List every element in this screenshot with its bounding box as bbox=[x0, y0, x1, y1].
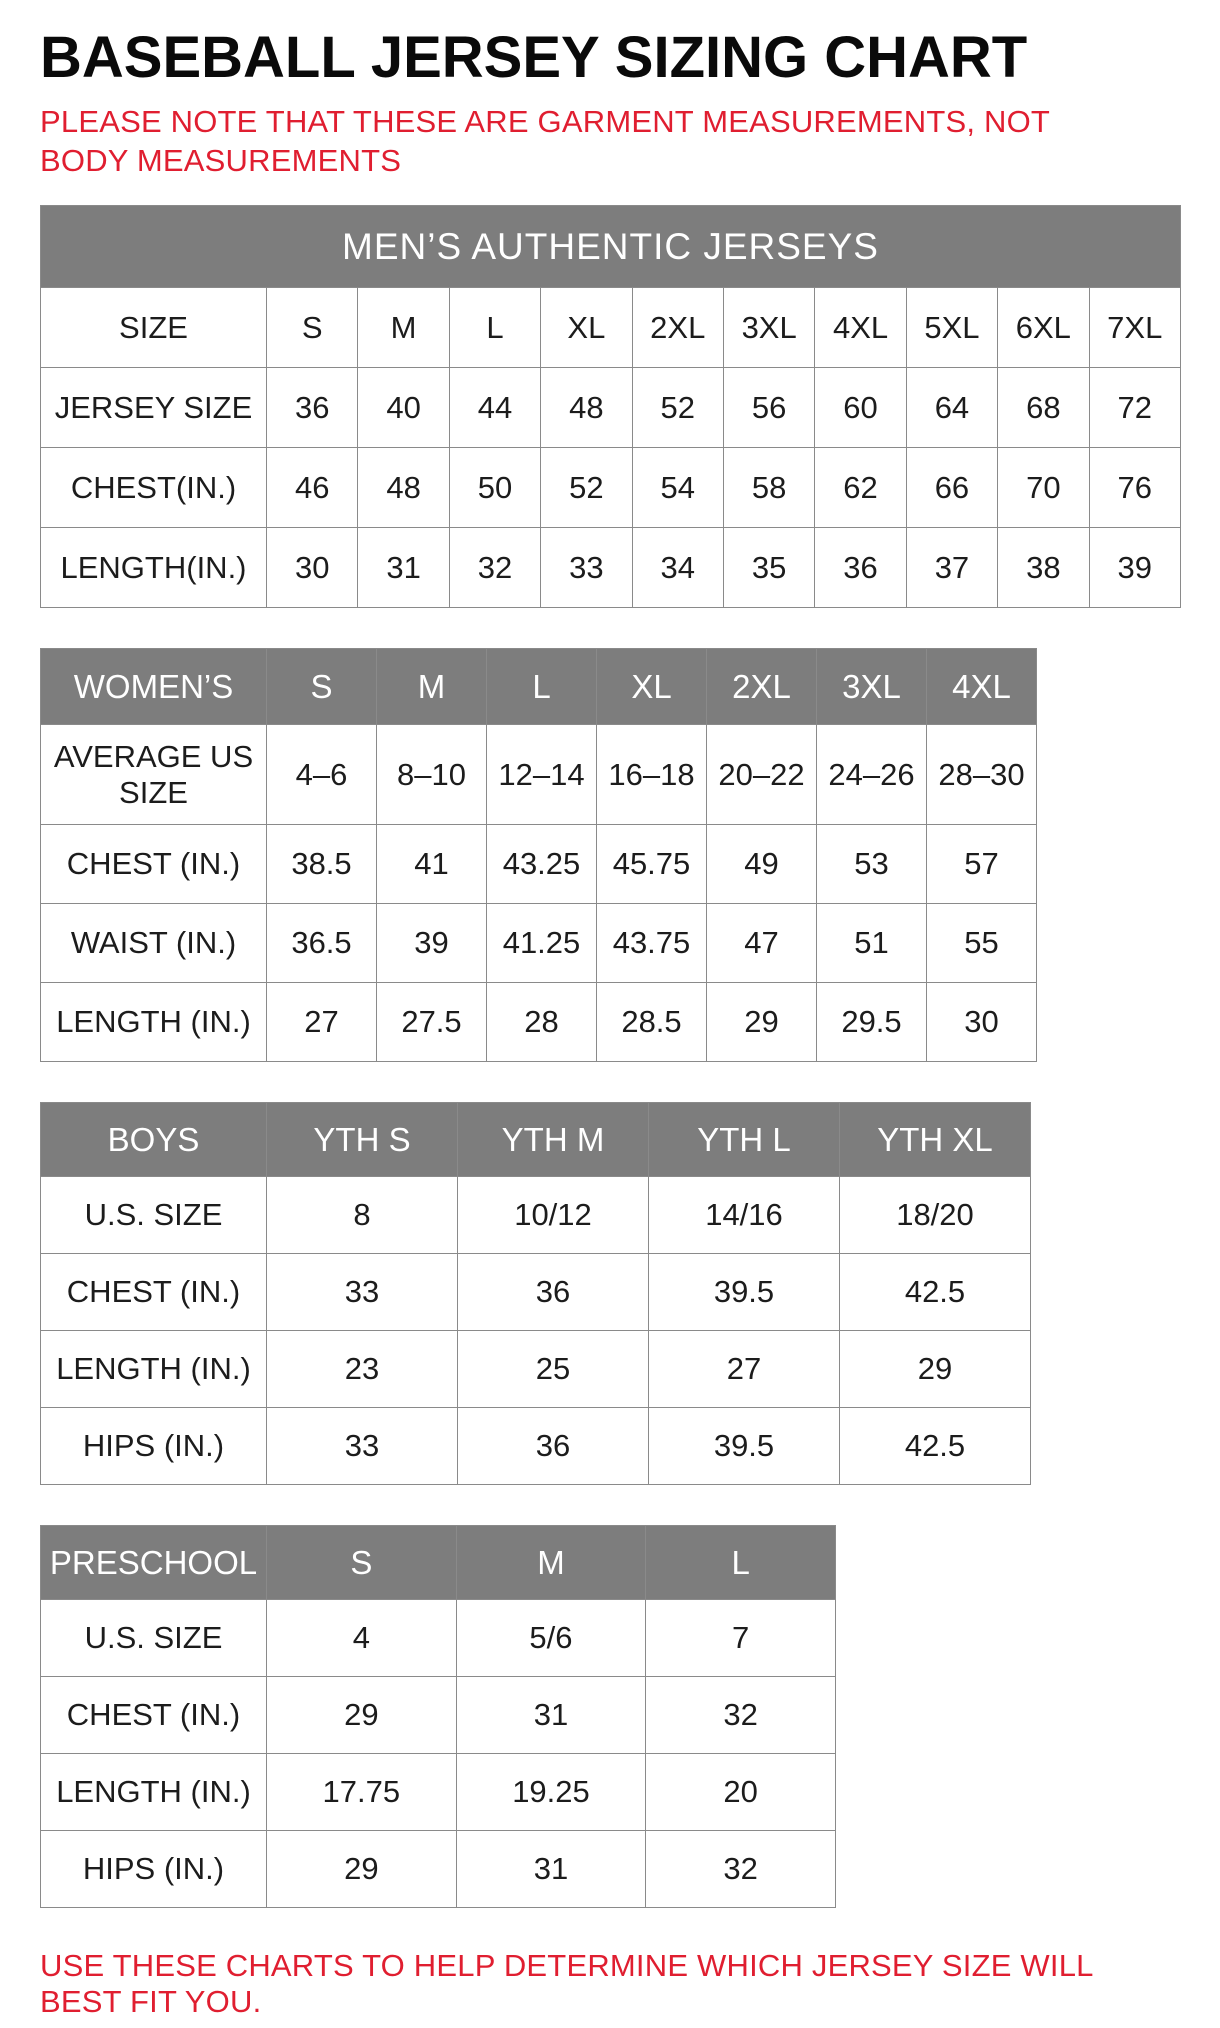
value-cell: 29.5 bbox=[817, 983, 927, 1062]
row-label: CHEST(IN.) bbox=[41, 448, 267, 528]
value-cell: 12–14 bbox=[487, 725, 597, 825]
size-column-header: S bbox=[267, 649, 377, 725]
value-cell: 20–22 bbox=[707, 725, 817, 825]
row-label: LENGTH (IN.) bbox=[41, 1331, 267, 1408]
table-row bbox=[41, 1677, 836, 1754]
row-label: U.S. SIZE bbox=[41, 1600, 267, 1677]
table-row bbox=[41, 1331, 1031, 1408]
womens-sizing-table bbox=[40, 648, 1037, 1062]
table-row bbox=[41, 825, 1037, 904]
value-cell: 32 bbox=[646, 1677, 836, 1754]
size-column-header: L bbox=[646, 1526, 836, 1600]
value-cell: 36 bbox=[458, 1254, 649, 1331]
value-cell: 54 bbox=[632, 448, 723, 528]
value-cell: 33 bbox=[267, 1254, 458, 1331]
size-column-header: YTH XL bbox=[840, 1103, 1031, 1177]
value-cell: 36 bbox=[815, 528, 906, 608]
row-label: LENGTH(IN.) bbox=[41, 528, 267, 608]
size-header-row bbox=[41, 1526, 836, 1600]
value-cell: 27 bbox=[267, 983, 377, 1062]
value-cell: 53 bbox=[817, 825, 927, 904]
size-column-header: YTH M bbox=[458, 1103, 649, 1177]
value-cell: 27 bbox=[649, 1331, 840, 1408]
value-cell: 30 bbox=[927, 983, 1037, 1062]
value-cell: 28 bbox=[487, 983, 597, 1062]
value-cell: 3XL bbox=[723, 288, 814, 368]
value-cell: 14/16 bbox=[649, 1177, 840, 1254]
value-cell: 52 bbox=[541, 448, 632, 528]
value-cell: 5XL bbox=[906, 288, 997, 368]
value-cell: 10/12 bbox=[458, 1177, 649, 1254]
size-column-header: M bbox=[456, 1526, 646, 1600]
row-label: SIZE bbox=[41, 288, 267, 368]
value-cell: 16–18 bbox=[597, 725, 707, 825]
value-cell: 29 bbox=[707, 983, 817, 1062]
value-cell: 33 bbox=[541, 528, 632, 608]
table-row bbox=[41, 1177, 1031, 1254]
row-label: CHEST (IN.) bbox=[41, 825, 267, 904]
value-cell: 40 bbox=[358, 368, 449, 448]
table-header-label: PRESCHOOL bbox=[41, 1526, 267, 1600]
value-cell: 43.25 bbox=[487, 825, 597, 904]
value-cell: 28.5 bbox=[597, 983, 707, 1062]
value-cell: 46 bbox=[267, 448, 358, 528]
value-cell: 32 bbox=[646, 1831, 836, 1908]
size-column-header: YTH S bbox=[267, 1103, 458, 1177]
value-cell: 30 bbox=[267, 528, 358, 608]
value-cell: 23 bbox=[267, 1331, 458, 1408]
value-cell: 4XL bbox=[815, 288, 906, 368]
value-cell: 4 bbox=[267, 1600, 457, 1677]
row-label: CHEST (IN.) bbox=[41, 1254, 267, 1331]
row-label: JERSEY SIZE bbox=[41, 368, 267, 448]
value-cell: 48 bbox=[541, 368, 632, 448]
value-cell: 55 bbox=[927, 904, 1037, 983]
value-cell: 4–6 bbox=[267, 725, 377, 825]
value-cell: 70 bbox=[998, 448, 1089, 528]
mens-authentic-jerseys-table bbox=[40, 205, 1181, 608]
value-cell: 50 bbox=[449, 448, 540, 528]
value-cell: 41.25 bbox=[487, 904, 597, 983]
value-cell: 29 bbox=[840, 1331, 1031, 1408]
table-row bbox=[41, 288, 1181, 368]
boys-sizing-table bbox=[40, 1102, 1031, 1485]
value-cell: 36 bbox=[267, 368, 358, 448]
value-cell: 8–10 bbox=[377, 725, 487, 825]
table-title: MEN’S AUTHENTIC JERSEYS bbox=[41, 206, 1181, 288]
value-cell: 51 bbox=[817, 904, 927, 983]
value-cell: 37 bbox=[906, 528, 997, 608]
row-label: CHEST (IN.) bbox=[41, 1677, 267, 1754]
table-row bbox=[41, 1254, 1031, 1331]
table-row bbox=[41, 1408, 1031, 1485]
value-cell: 42.5 bbox=[840, 1408, 1031, 1485]
value-cell: 25 bbox=[458, 1331, 649, 1408]
value-cell: 57 bbox=[927, 825, 1037, 904]
value-cell: 41 bbox=[377, 825, 487, 904]
value-cell: 60 bbox=[815, 368, 906, 448]
table-title-row bbox=[41, 206, 1181, 288]
row-label: HIPS (IN.) bbox=[41, 1831, 267, 1908]
size-column-header: 3XL bbox=[817, 649, 927, 725]
value-cell: XL bbox=[541, 288, 632, 368]
table-row bbox=[41, 1831, 836, 1908]
value-cell: 31 bbox=[358, 528, 449, 608]
size-header-row bbox=[41, 649, 1037, 725]
preschool-sizing-table bbox=[40, 1525, 836, 1908]
size-column-header: XL bbox=[597, 649, 707, 725]
value-cell: 20 bbox=[646, 1754, 836, 1831]
row-label: LENGTH (IN.) bbox=[41, 1754, 267, 1831]
page-title: BASEBALL JERSEY SIZING CHART bbox=[40, 25, 1028, 90]
value-cell: 58 bbox=[723, 448, 814, 528]
value-cell: M bbox=[358, 288, 449, 368]
table-row bbox=[41, 448, 1181, 528]
value-cell: 43.75 bbox=[597, 904, 707, 983]
value-cell: 6XL bbox=[998, 288, 1089, 368]
value-cell: 39.5 bbox=[649, 1408, 840, 1485]
value-cell: 39 bbox=[1089, 528, 1180, 608]
value-cell: 34 bbox=[632, 528, 723, 608]
table-row bbox=[41, 528, 1181, 608]
table-row bbox=[41, 725, 1037, 825]
value-cell: 47 bbox=[707, 904, 817, 983]
value-cell: 66 bbox=[906, 448, 997, 528]
value-cell: 76 bbox=[1089, 448, 1180, 528]
value-cell: 18/20 bbox=[840, 1177, 1031, 1254]
row-label: LENGTH (IN.) bbox=[41, 983, 267, 1062]
table-row bbox=[41, 904, 1037, 983]
value-cell: 49 bbox=[707, 825, 817, 904]
value-cell: 32 bbox=[449, 528, 540, 608]
value-cell: 35 bbox=[723, 528, 814, 608]
value-cell: 36 bbox=[458, 1408, 649, 1485]
value-cell: 2XL bbox=[632, 288, 723, 368]
size-column-header: L bbox=[487, 649, 597, 725]
size-column-header: 4XL bbox=[927, 649, 1037, 725]
value-cell: 24–26 bbox=[817, 725, 927, 825]
table-header-label: BOYS bbox=[41, 1103, 267, 1177]
size-column-header: YTH L bbox=[649, 1103, 840, 1177]
row-label: HIPS (IN.) bbox=[41, 1408, 267, 1485]
garment-measurements-note: PLEASE NOTE THAT THESE ARE GARMENT MEASUREMENTS, NOT BODY MEASUREMENTS bbox=[40, 103, 1050, 179]
value-cell: 52 bbox=[632, 368, 723, 448]
row-label: U.S. SIZE bbox=[41, 1177, 267, 1254]
value-cell: 39.5 bbox=[649, 1254, 840, 1331]
value-cell: 5/6 bbox=[456, 1600, 646, 1677]
table-row bbox=[41, 1754, 836, 1831]
value-cell: 31 bbox=[456, 1677, 646, 1754]
size-column-header: 2XL bbox=[707, 649, 817, 725]
value-cell: S bbox=[267, 288, 358, 368]
value-cell: 64 bbox=[906, 368, 997, 448]
value-cell: 44 bbox=[449, 368, 540, 448]
value-cell: 29 bbox=[267, 1831, 457, 1908]
value-cell: 39 bbox=[377, 904, 487, 983]
size-column-header: M bbox=[377, 649, 487, 725]
value-cell: L bbox=[449, 288, 540, 368]
value-cell: 8 bbox=[267, 1177, 458, 1254]
value-cell: 56 bbox=[723, 368, 814, 448]
table-header-label: WOMEN’S bbox=[41, 649, 267, 725]
value-cell: 38 bbox=[998, 528, 1089, 608]
size-column-header: S bbox=[267, 1526, 457, 1600]
value-cell: 19.25 bbox=[456, 1754, 646, 1831]
row-label: WAIST (IN.) bbox=[41, 904, 267, 983]
value-cell: 29 bbox=[267, 1677, 457, 1754]
footer-note: USE THESE CHARTS TO HELP DETERMINE WHICH JERSEY SIZE WILL BEST FIT YOU. bbox=[40, 1948, 1093, 2020]
value-cell: 33 bbox=[267, 1408, 458, 1485]
row-label: AVERAGE US SIZE bbox=[41, 725, 267, 825]
value-cell: 36.5 bbox=[267, 904, 377, 983]
value-cell: 38.5 bbox=[267, 825, 377, 904]
value-cell: 27.5 bbox=[377, 983, 487, 1062]
value-cell: 68 bbox=[998, 368, 1089, 448]
value-cell: 31 bbox=[456, 1831, 646, 1908]
value-cell: 62 bbox=[815, 448, 906, 528]
value-cell: 42.5 bbox=[840, 1254, 1031, 1331]
value-cell: 28–30 bbox=[927, 725, 1037, 825]
value-cell: 48 bbox=[358, 448, 449, 528]
value-cell: 7XL bbox=[1089, 288, 1180, 368]
table-row bbox=[41, 1600, 836, 1677]
value-cell: 17.75 bbox=[267, 1754, 457, 1831]
table-row bbox=[41, 368, 1181, 448]
value-cell: 72 bbox=[1089, 368, 1180, 448]
value-cell: 7 bbox=[646, 1600, 836, 1677]
table-row bbox=[41, 983, 1037, 1062]
size-header-row bbox=[41, 1103, 1031, 1177]
value-cell: 45.75 bbox=[597, 825, 707, 904]
